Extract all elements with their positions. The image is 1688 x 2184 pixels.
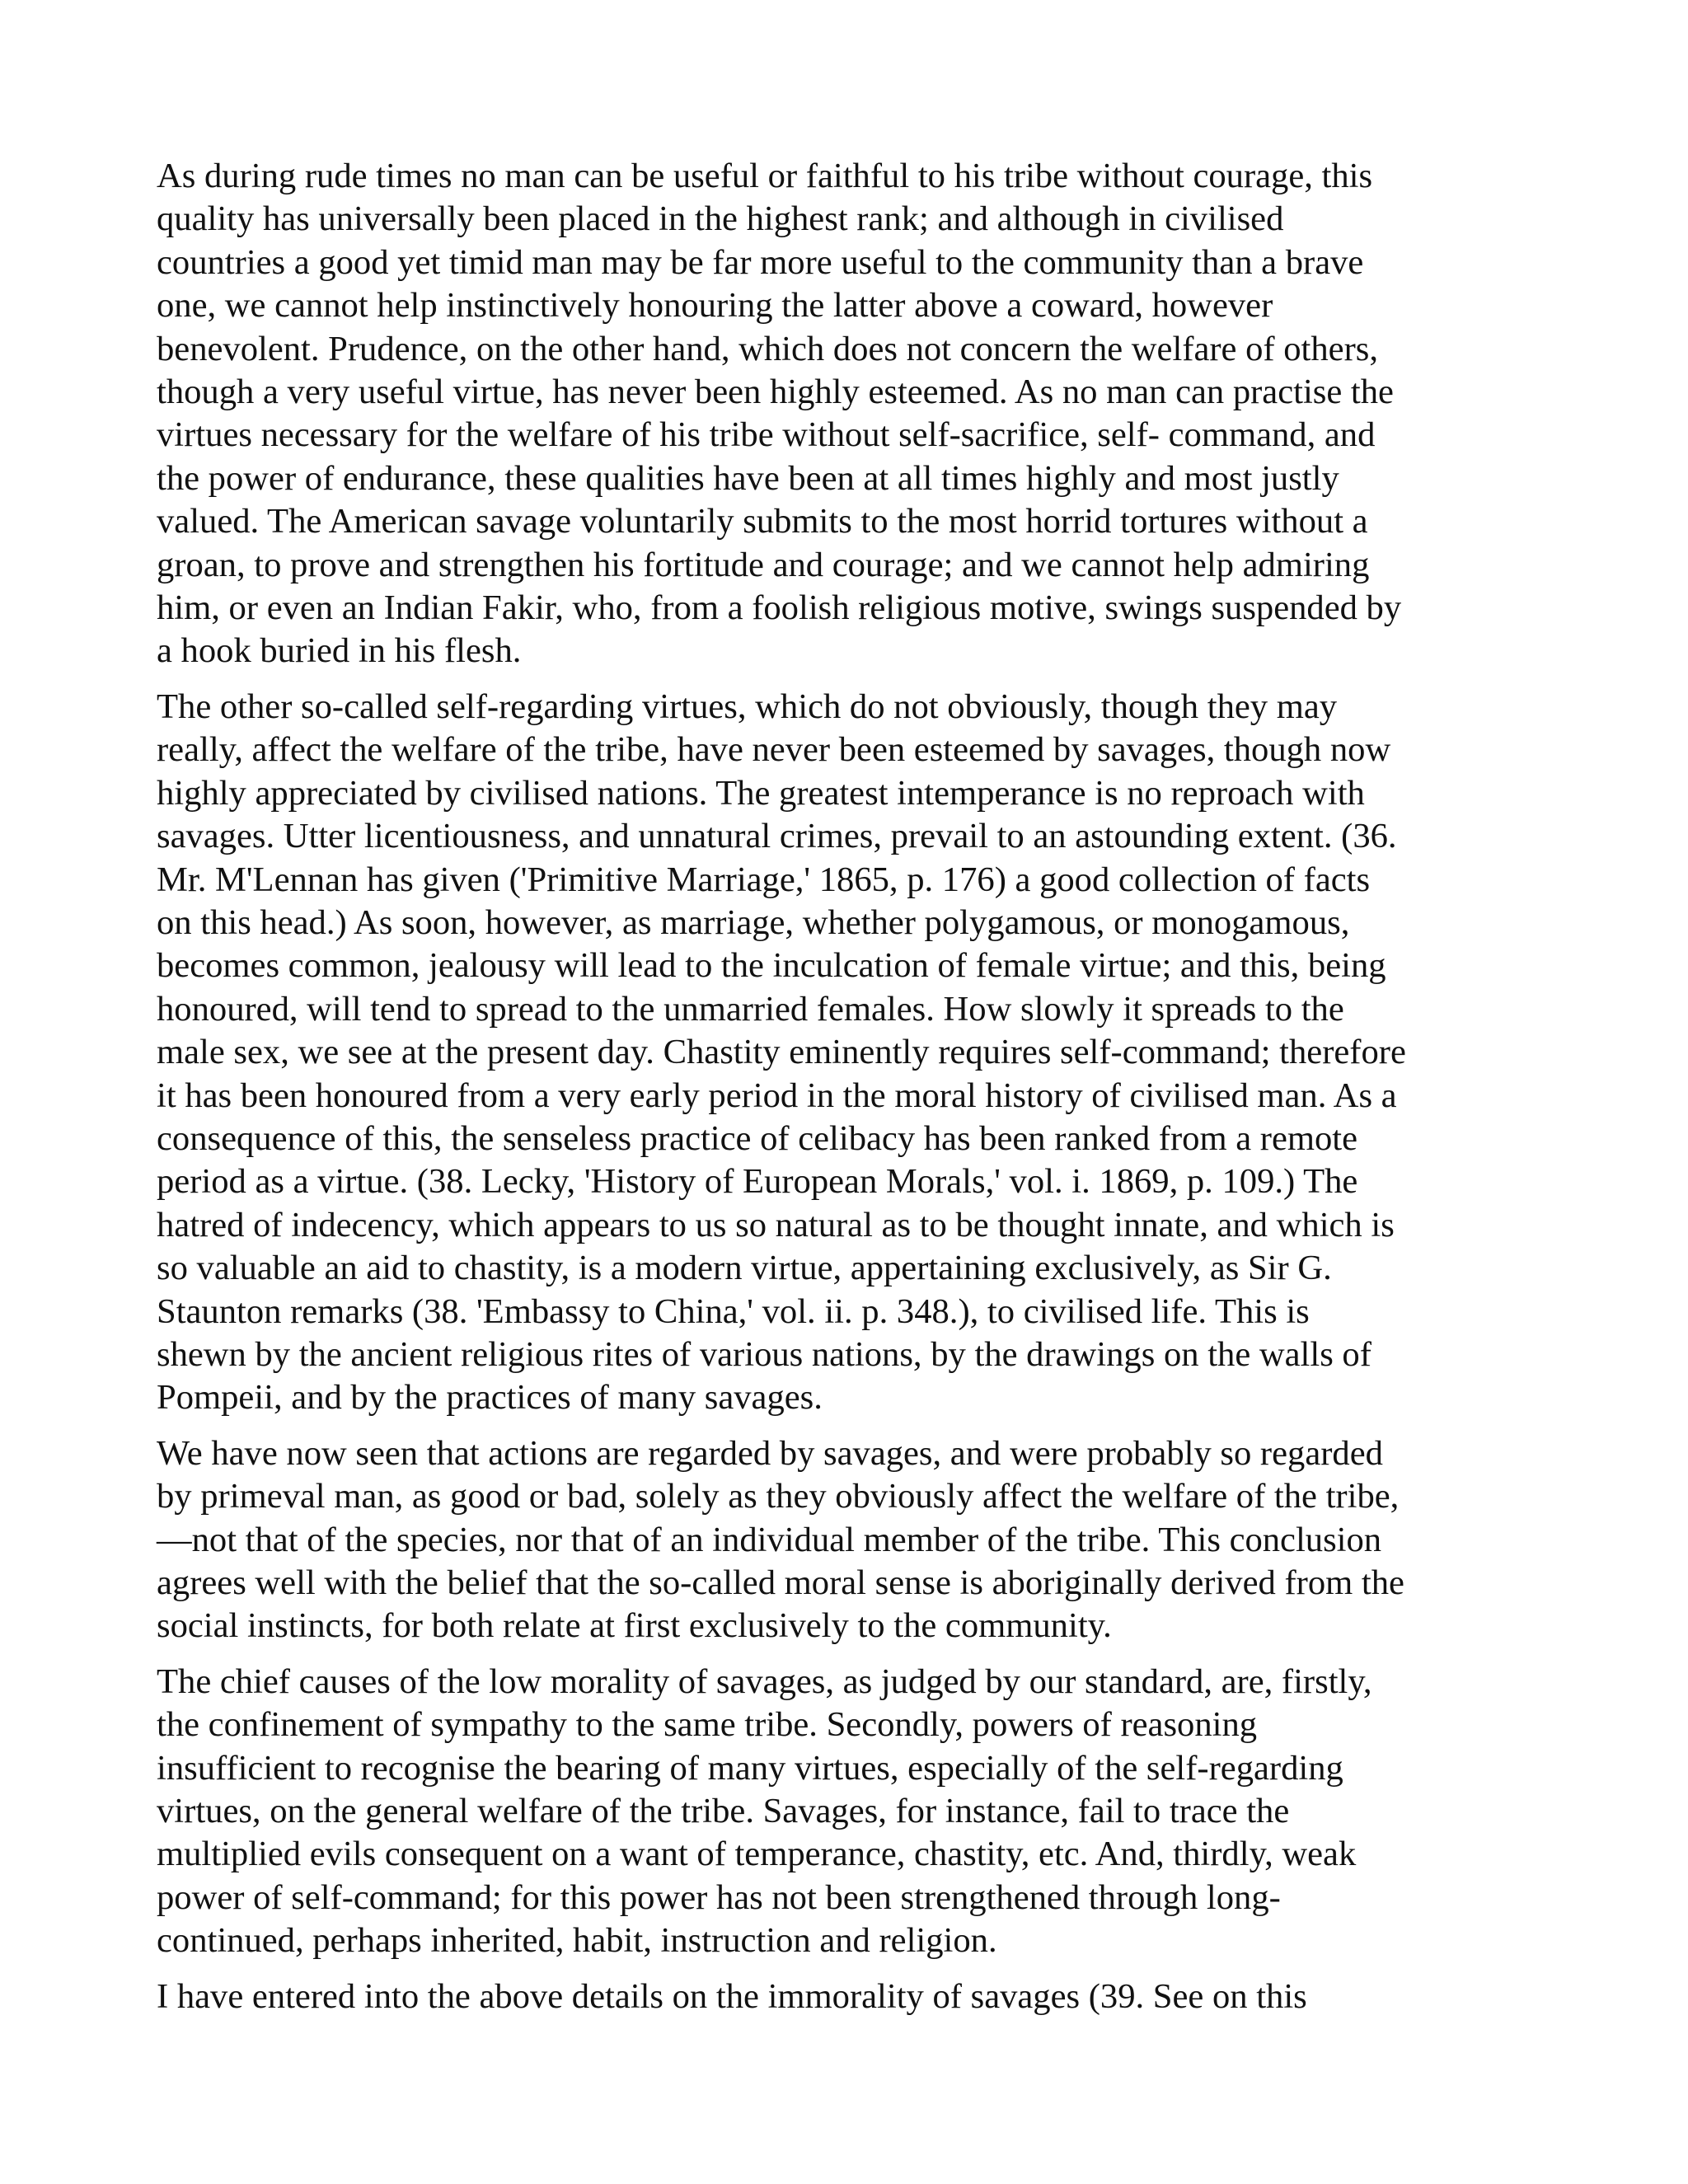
text-line: valued. The American savage voluntarily submits to the most horrid tortures without a (157, 502, 1368, 541)
text-line: Pompeii, and by the practices of many savages. (157, 1378, 823, 1418)
text-line: shewn by the ancient religious rites of various nations, by the drawings on the walls of (157, 1334, 1372, 1374)
text-line: multiplied evils consequent on a want of temperance, chastity, etc. And, thirdly, weak (157, 1835, 1357, 1874)
text-line: virtues necessary for the welfare of his tribe without self-sacrifice, self- command, and (157, 415, 1376, 455)
text-line: Staunton remarks (38. 'Embassy to China,' vol. ii. p. 348.), to civilised life. This is (157, 1291, 1310, 1331)
paragraph (157, 155, 1533, 673)
text-line: The other so-called self-regarding virtues, which do not obviously, though they may (157, 687, 1338, 726)
text-line: hatred of indecency, which appears to us so natural as to be thought innate, and which is (157, 1205, 1395, 1244)
paragraph (157, 1661, 1533, 1963)
text-line: by primeval man, as good or bad, solely as they obviously affect the welfare of the tribe, (157, 1477, 1400, 1516)
text-line: the confinement of sympathy to the same tribe. Secondly, powers of reasoning (157, 1705, 1258, 1745)
text-line: so valuable an aid to chastity, is a modern virtue, appertaining exclusively, as Sir G. (157, 1249, 1332, 1288)
document-page (157, 155, 1533, 2031)
text-line: the power of endurance, these qualities have been at all times highly and most justly (157, 458, 1339, 498)
text-line: one, we cannot help instinctively honouring the latter above a coward, however (157, 286, 1273, 326)
text-line: savages. Utter licentiousness, and unnatural crimes, prevail to an astounding extent. (36. (157, 817, 1397, 856)
text-line: social instincts, for both relate at first exclusively to the community. (157, 1606, 1112, 1646)
text-line: As during rude times no man can be useful or faithful to his tribe without courage, this (157, 157, 1373, 195)
paragraph (157, 1975, 1533, 2018)
text-line: countries a good yet timid man may be far more useful to the community than a brave (157, 242, 1364, 282)
text-line: period as a virtue. (38. Lecky, 'History of European Morals,' vol. i. 1869, p. 109.) The (157, 1162, 1358, 1202)
text-line: agrees well with the belief that the so-called moral sense is aboriginally derived from the (157, 1563, 1404, 1602)
text-line: on this head.) As soon, however, as marriage, whether polygamous, or monogamous, (157, 902, 1350, 942)
paragraph (157, 1432, 1533, 1648)
text-line: consequence of this, the senseless practice of celibacy has been ranked from a remote (157, 1118, 1358, 1158)
text-line: I have entered into the above details on the immorality of savages (39. See on this (157, 1976, 1307, 2016)
text-line: —not that of the species, nor that of an individual member of the tribe. This conclusion (157, 1520, 1382, 1559)
text-line: becomes common, jealousy will lead to the inculcation of female virtue; and this, being (157, 946, 1386, 986)
text-line: Mr. M'Lennan has given ('Primitive Marriage,' 1865, p. 176) a good collection of facts (157, 860, 1371, 899)
text-line: The chief causes of the low morality of savages, as judged by our standard, are, firstly, (157, 1661, 1372, 1701)
text-line: quality has universally been placed in the highest rank; and although in civilised (157, 199, 1284, 239)
text-line: him, or even an Indian Fakir, who, from a foolish religious motive, swings suspended by (157, 588, 1402, 628)
text-line: a hook buried in his flesh. (157, 631, 522, 671)
text-line: We have now seen that actions are regarded by savages, and were probably so regarded (157, 1433, 1383, 1473)
text-line: power of self-command; for this power has not been strengthened through long- (157, 1877, 1281, 1917)
text-line: honoured, will tend to spread to the unmarried females. How slowly it spreads to the (157, 989, 1344, 1029)
text-line: insufficient to recognise the bearing of many virtues, especially of the self-regarding (157, 1748, 1343, 1788)
text-line: it has been honoured from a very early period in the moral history of civilised man. As a (157, 1076, 1397, 1115)
text-line: though a very useful virtue, has never been highly esteemed. As no man can practise the (157, 373, 1394, 412)
text-line: male sex, we see at the present day. Chastity eminently requires self-command; therefore (157, 1033, 1406, 1072)
paragraph (157, 686, 1533, 1420)
text-line: really, affect the welfare of the tribe, have never been esteemed by savages, though now (157, 730, 1391, 770)
text-line: virtues, on the general welfare of the tribe. Savages, for instance, fail to trace the (157, 1792, 1290, 1831)
text-line: continued, perhaps inherited, habit, instruction and religion. (157, 1921, 997, 1961)
text-line: benevolent. Prudence, on the other hand, which does not concern the welfare of others, (157, 329, 1378, 368)
text-line: highly appreciated by civilised nations. The greatest intemperance is no reproach with (157, 773, 1365, 813)
text-line: groan, to prove and strengthen his fortitude and courage; and we cannot help admiring (157, 545, 1370, 584)
